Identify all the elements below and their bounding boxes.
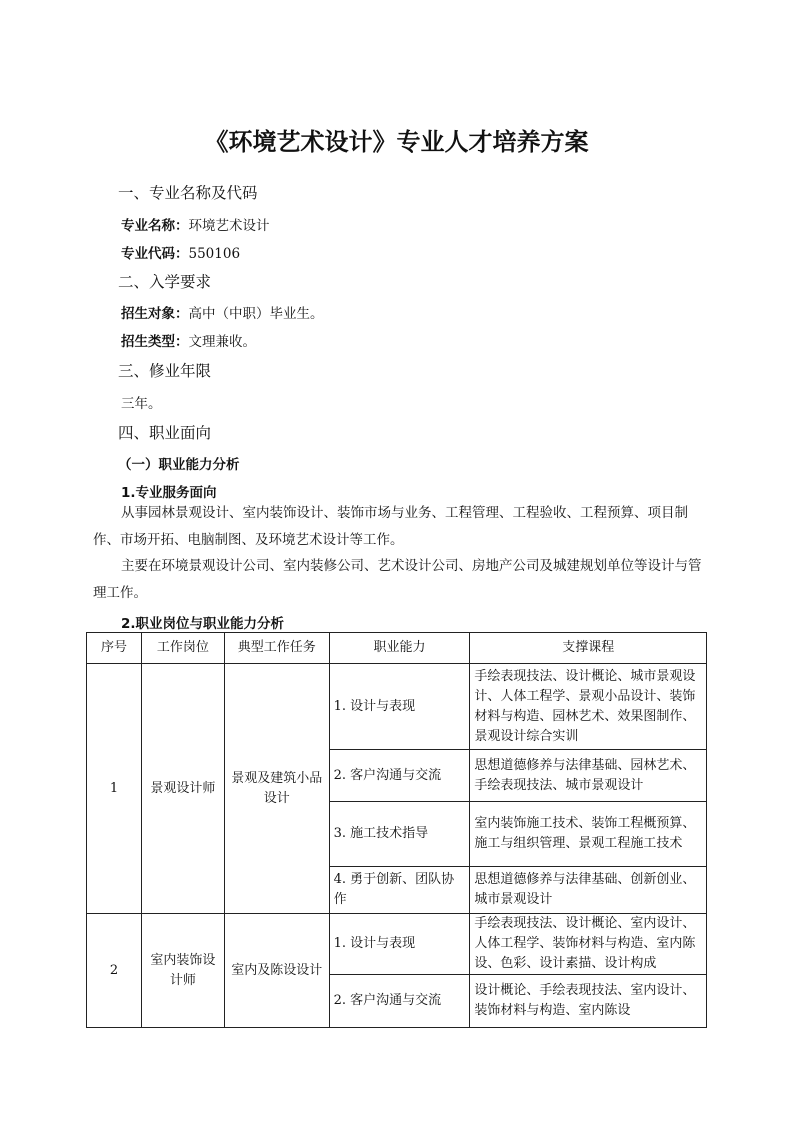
ability: 4. 勇于创新、团队协作 bbox=[329, 867, 470, 914]
ability: 2. 客户沟通与交流 bbox=[329, 975, 470, 1028]
header-cell: 职业能力 bbox=[329, 633, 470, 664]
section-heading-4: 四、职业面向 bbox=[118, 424, 212, 442]
header-cell: 支撑课程 bbox=[470, 633, 707, 664]
header-cell: 典型工作任务 bbox=[224, 633, 329, 664]
courses: 室内装饰施工技术、装饰工程概预算、施工与组织管理、景观工程施工技术 bbox=[470, 802, 707, 867]
courses: 思想道德修养与法律基础、园林艺术、手绘表现技法、城市景观设计 bbox=[470, 750, 707, 802]
job-task: 室内及陈设设计 bbox=[224, 914, 329, 1028]
courses: 手绘表现技法、设计概论、室内设计、人体工程学、装饰材料与构造、室内陈设、色彩、设计素描、设计构成 bbox=[470, 914, 707, 975]
row-number: 1 bbox=[87, 664, 142, 914]
ability: 1. 设计与表现 bbox=[329, 914, 470, 975]
header-cell: 工作岗位 bbox=[141, 633, 224, 664]
table-row bbox=[87, 664, 707, 750]
subsection-heading: （一）职业能力分析 bbox=[118, 457, 240, 473]
enroll-type bbox=[121, 330, 256, 350]
row-number: 2 bbox=[87, 914, 142, 1028]
value: 高中（中职）毕业生。 bbox=[188, 306, 324, 322]
ability-table bbox=[86, 632, 707, 1028]
study-years: 三年。 bbox=[121, 396, 162, 412]
label: 专业代码： bbox=[121, 246, 189, 262]
ability: 3. 施工技术指导 bbox=[329, 802, 470, 867]
major-code bbox=[121, 242, 240, 262]
ability: 1. 设计与表现 bbox=[329, 664, 470, 750]
table-header-row bbox=[87, 633, 707, 664]
courses: 设计概论、手绘表现技法、室内设计、装饰材料与构造、室内陈设 bbox=[470, 975, 707, 1028]
value: 环境艺术设计 bbox=[188, 218, 270, 234]
subsubsection-heading: 2.职业岗位与职业能力分析 bbox=[121, 616, 285, 632]
header-cell: 序号 bbox=[87, 633, 142, 664]
job-task: 景观及建筑小品设计 bbox=[224, 664, 329, 914]
paragraph: 从事园林景观设计、室内装饰设计、装饰市场与业务、工程管理、工程验收、工程预算、项目制作、市场开拓、电脑制图、及环境艺术设计等工作。 bbox=[93, 505, 688, 548]
table-row bbox=[87, 914, 707, 975]
document-title: 《环境艺术设计》专业人才培养方案 bbox=[204, 127, 589, 156]
enroll-target bbox=[121, 302, 324, 322]
job-post: 景观设计师 bbox=[141, 664, 224, 914]
label: 专业名称： bbox=[121, 218, 189, 234]
value: 文理兼收。 bbox=[188, 334, 256, 350]
major-name bbox=[121, 214, 270, 234]
subsubsection-heading: 1.专业服务面向 bbox=[121, 485, 217, 501]
label: 招生类型： bbox=[121, 334, 189, 350]
job-post: 室内装饰设计师 bbox=[141, 914, 224, 1028]
courses: 手绘表现技法、设计概论、城市景观设计、人体工程学、景观小品设计、装饰材料与构造、园林艺术、效果图制作、景观设计综合实训 bbox=[470, 664, 707, 750]
courses: 思想道德修养与法律基础、创新创业、城市景观设计 bbox=[470, 867, 707, 914]
label: 招生对象： bbox=[121, 306, 189, 322]
ability: 2. 客户沟通与交流 bbox=[329, 750, 470, 802]
section-heading-1: 一、专业名称及代码 bbox=[118, 184, 258, 202]
section-heading-2: 二、入学要求 bbox=[118, 273, 212, 291]
paragraph: 主要在环境景观设计公司、室内装修公司、艺术设计公司、房地产公司及城建规划单位等设计与管理工作。 bbox=[93, 558, 702, 601]
section-heading-3: 三、修业年限 bbox=[118, 362, 212, 380]
value: 550106 bbox=[188, 246, 241, 262]
